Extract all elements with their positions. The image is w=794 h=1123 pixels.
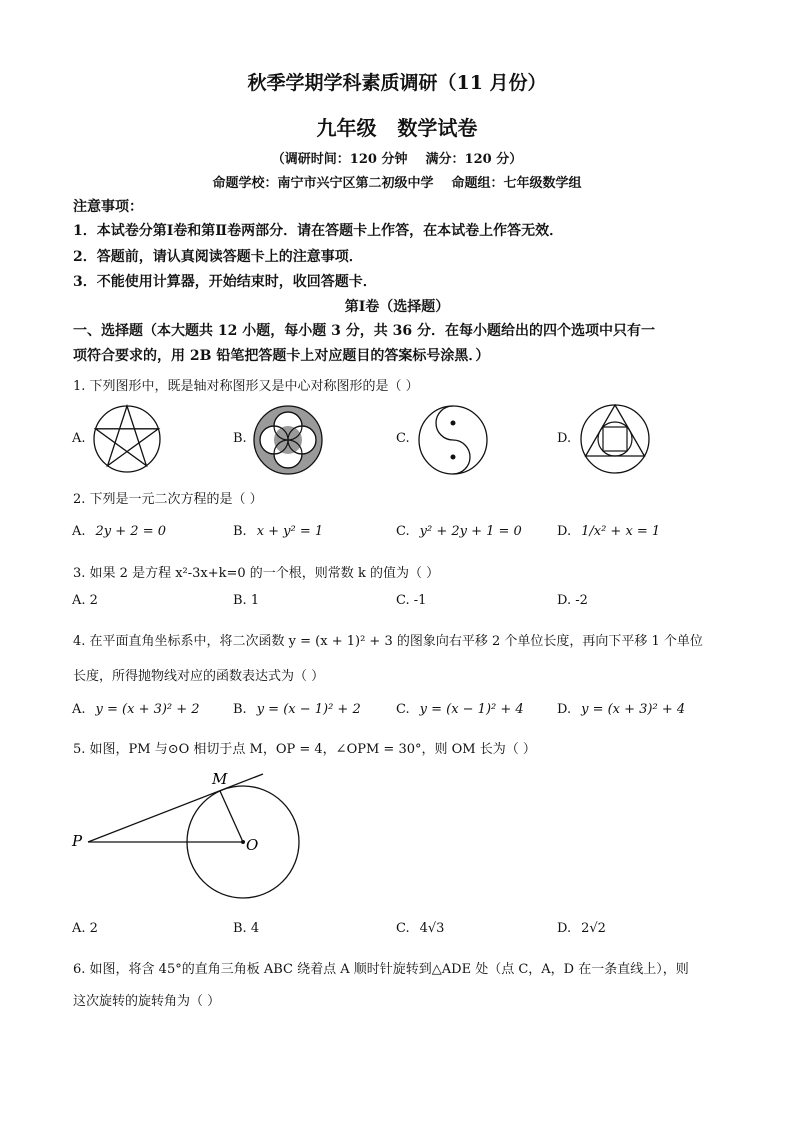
q5-option-a[interactable]: A. 2 xyxy=(72,921,98,936)
question-6-stem-cont: 这次旋转的旋转角为（ ） xyxy=(73,994,221,1009)
q2-option-a[interactable] xyxy=(72,524,166,539)
section-title: 第Ⅰ卷（选择题） xyxy=(344,299,450,315)
q4-option-a[interactable] xyxy=(72,702,200,717)
notes-heading: 注意事项： xyxy=(73,199,143,215)
q4-c-expression: y = (x − 1)² + 4 xyxy=(419,702,524,717)
option-letter: A. xyxy=(72,702,86,717)
q4-d-expression: y = (x + 3)² + 4 xyxy=(581,702,686,717)
exam-title: 秋季学期学科素质调研（11 月份） xyxy=(247,72,547,94)
square-triangle-circle-figure xyxy=(579,403,651,475)
q5-d-expression: 2√2 xyxy=(581,921,606,936)
exam-info: （调研时间：120 分钟 满分：120 分） xyxy=(271,152,523,167)
q1-option-b[interactable]: B. xyxy=(233,431,247,446)
school-info: 命题学校：南宁市兴宁区第二初级中学 命题组：七年级数学组 xyxy=(212,176,582,191)
option-letter: A. xyxy=(72,524,86,539)
question-5-stem: 5. 如图，PM 与⊙O 相切于点 M，OP = 4，∠OPM = 30°，则 OM 长为（ ） xyxy=(73,742,536,757)
q3-option-d[interactable]: D. -2 xyxy=(557,593,588,608)
q5-option-c[interactable] xyxy=(396,921,444,936)
note-item: 2．答题前，请认真阅读答题卡上的注意事项． xyxy=(73,249,363,265)
q2-b-expression: x + y² = 1 xyxy=(256,524,324,539)
exam-subtitle: 九年级 数学试卷 xyxy=(316,116,478,140)
q1-option-d[interactable]: D. xyxy=(557,431,572,446)
question-4-stem-cont: 长度，所得抛物线对应的函数表达式为（ ） xyxy=(73,669,325,684)
q4-option-d[interactable] xyxy=(557,702,685,717)
q1-option-a[interactable]: A. xyxy=(72,431,86,446)
q4-a-expression: y = (x + 3)² + 2 xyxy=(95,702,200,717)
question-1-stem: 1. 下列图形中，既是轴对称图形又是中心对称图形的是（ ） xyxy=(73,379,419,394)
q4-option-b[interactable] xyxy=(233,702,361,717)
question-2-stem: 2. 下列是一元二次方程的是（ ） xyxy=(73,492,263,507)
q4-b-expression: y = (x − 1)² + 2 xyxy=(256,702,361,717)
q3-option-a[interactable]: A. 2 xyxy=(72,593,98,608)
point-p-label: P xyxy=(72,832,83,850)
q2-option-b[interactable] xyxy=(233,524,323,539)
option-letter: C. xyxy=(396,921,410,936)
option-letter: C. xyxy=(396,524,410,539)
q3-option-b[interactable]: B. 1 xyxy=(233,593,260,608)
option-letter: D. xyxy=(557,702,572,717)
q5-option-d[interactable] xyxy=(557,921,606,936)
note-item: 3．不能使用计算器，开始结束时，收回答题卡． xyxy=(73,274,377,290)
q5-c-expression: 4√3 xyxy=(419,921,445,936)
option-letter: D. xyxy=(557,524,572,539)
q2-option-c[interactable] xyxy=(396,524,522,539)
section-instruction: 一、选择题（本大题共 12 小题，每小题 3 分，共 36 分．在每小题给出的四个选项中只有一 xyxy=(73,323,655,339)
q2-c-expression: y² + 2y + 1 = 0 xyxy=(419,524,522,539)
section-instruction: 项符合要求的，用 2B 铅笔把答题卡上对应题目的答案标号涂黑．） xyxy=(73,348,490,364)
yin-yang-figure xyxy=(417,404,489,476)
point-o-label: O xyxy=(246,836,259,854)
q4-option-c[interactable] xyxy=(396,702,524,717)
option-letter: B. xyxy=(233,524,247,539)
note-item: 1．本试卷分第Ⅰ卷和第Ⅱ卷两部分．请在答题卡上作答，在本试卷上作答无效． xyxy=(73,223,564,239)
q1-option-c[interactable]: C. xyxy=(396,431,410,446)
option-letter: B. xyxy=(233,702,247,717)
q3-option-c[interactable]: C. -1 xyxy=(396,593,427,608)
q2-a-expression: 2y + 2 = 0 xyxy=(95,524,167,539)
tangent-circle-figure xyxy=(70,768,310,908)
q2-d-expression: 1/x² + x = 1 xyxy=(581,524,661,539)
question-3-stem: 3. 如果 2 是方程 x²-3x+k=0 的一个根，则常数 k 的值为（ ） xyxy=(73,566,440,581)
option-letter: C. xyxy=(396,702,410,717)
option-letter: D. xyxy=(557,921,572,936)
pentagram-circle-figure xyxy=(92,404,162,474)
point-m-label: M xyxy=(212,770,228,788)
question-4-stem: 4. 在平面直角坐标系中，将二次函数 y = (x + 1)² + 3 的图象向右平移 2 个单位长度，再向下平移 1 个单位 xyxy=(73,634,703,649)
q5-option-b[interactable]: B. 4 xyxy=(233,921,260,936)
question-6-stem: 6. 如图，将含 45°的直角三角板 ABC 绕着点 A 顺时针旋转到△ADE 处（点 C，A，D 在一条直线上），则 xyxy=(73,962,689,977)
q2-option-d[interactable] xyxy=(557,524,660,539)
flower-circle-figure xyxy=(252,404,324,476)
